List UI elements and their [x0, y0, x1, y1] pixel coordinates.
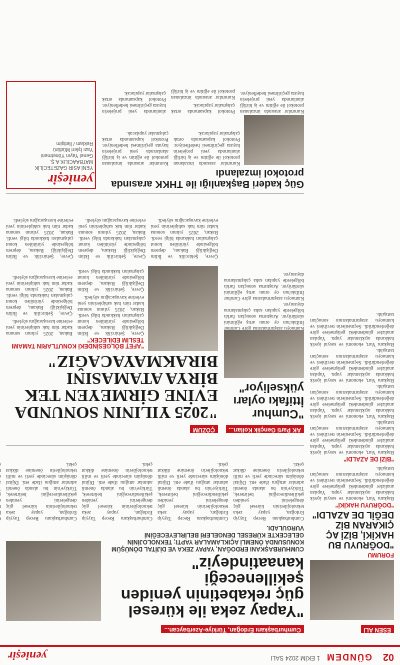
- housing-kicker: ÇÖZÜM: [190, 425, 218, 433]
- divider-2: [6, 193, 304, 194]
- masthead-box-logo: yenieṣir: [47, 171, 93, 186]
- masthead-logo: yenieṣir: [8, 649, 47, 663]
- housing-subhead: "AFET BÖLGESİNDEKİ KONUTLARIN TAMAMI TESLİM EDİLECEK": [11, 336, 144, 348]
- protocol-headline: Güç kaderi Başkanlığı ile THKK arasında protokol imzalandı: [111, 167, 304, 189]
- left-body-3: Başkanı Yurt, ekonomi ve sosyal içerik hakkında açıklamalar yaptı. Yapılan analizler gündemdeki gelişmelere göre değerlendirildi. Seçmenlerin tercihleri ve kamuoyu araştırmalarının sonuçları tartışıldı.: [310, 383, 394, 418]
- poll-headline: "Cumhur İttifakı oyları yükseliyor": [233, 381, 304, 421]
- poll-story: [224, 198, 304, 441]
- forum-label: FORUMU: [367, 551, 394, 557]
- section-title: GÜNDEM: [326, 652, 372, 662]
- left-kicker: ESEN ALİ: [361, 625, 394, 633]
- protocol-photo: [244, 115, 304, 165]
- poll-body: Kamuoyu araştırmalarına göre Cumhur İttifakı'nın oy oranı artış eğilimini sürdürüyor. Araştırma sonuçları farklı bölgelerde yapılan saha çalışmalarına dayanıyor.: [224, 301, 304, 330]
- top-kicker: Cumhurbaşkanı Erdoğan, Türkiye-Azerbaycan...: [161, 625, 304, 633]
- top-body: Cumhurbaşkanı Recep Tayyip Erdoğan, yapay zeka teknolojilerinin küresel güç dengelerini yeniden şekillendireceğini belirterek, Türkiye'nin bu alanda önemli adımlar attığını ifade etti. Dijital dönüşüm sürecinde yerli ve milli teknolojilerin önemine dikkat çekti. Cumhurbaşkanı Recep Tayyip Erdoğan, yapay zeka teknolojilerinin küresel güç dengelerini yeniden şekillendireceğini belirterek, Türkiye'nin bu alanda önemli adımlar attığını ifade etti. Dijital dönüşüm sürecinde yerli ve milli teknolojilerin önemine dikkat çekti. Cumhurbaşkanı Recep Tayyip Erdoğan, yapay zeka teknolojilerinin küresel güç dengelerini yeniden şekillendireceğini belirterek, Türkiye'nin bu alanda önemli adımlar attığını ifade etti. Dijital dönüşüm sürecinde yerli ve milli teknolojilerin önemine dikkat çekti. Cumhurbaşkanı Recep Tayyip Erdoğan, yapay zeka teknolojilerinin küresel güç dengelerini yeniden şekillendireceğini belirterek, Türkiye'nin bu alanda önemli adımlar attığını ifade etti. Dijital dönüşüm sürecinde yerli ve milli teknolojilerin önemine dikkat çekti.: [6, 461, 304, 520]
- housing-headline: "2025 YILININ SONUNDA EVİNE GİRMEYEN TEK BİRYA ATAMASINI BIRAKMAYACAĞIZ": [15, 352, 218, 422]
- main-column: [6, 6, 304, 641]
- middle-row: [6, 198, 304, 441]
- left-body-5: Başkanı Yurt, ekonomi ve sosyal içerik hakkında açıklamalar yaptı. Yapılan analizler gündemdeki gelişmelere göre değerlendirildi. Seçmenlerin tercihleri ve kamuoyu araştırmalarının sonuçları tartışıldı.: [310, 311, 394, 346]
- issue-date: 1 EKİM 2024 SALI: [270, 654, 320, 660]
- masthead-line-5: Reklam / İletişim: [56, 140, 93, 146]
- left-column: [310, 6, 394, 641]
- masthead-line-4: Yazı İşleri Müdürü: [53, 146, 93, 152]
- masthead-box: [6, 81, 96, 189]
- protocol-body-2: Kurumlar arasında imzalanan protokol ile eğitim ve iş birliği alanlarında yeni projelerin hayata geçirilmesi hedefleniyor. Protokol kapsamında ortak çalışmalar yapılacak. Kurumlar arasında imzalanan protokol ile eğitim ve iş birliği alanlarında yeni projelerin hayata geçirilmesi hedefleniyor. Protokol kapsamında ortak çalışmalar yapılacak.: [101, 88, 304, 113]
- top-story: [6, 450, 304, 641]
- page-number: 02: [382, 651, 394, 662]
- top-headline: "Yapay zeka ile küresel güç rekabetinin yeniden şekilleneceği kanaatindeyiz": [120, 554, 304, 619]
- masthead-line-2: MATBAACILIK A.Ş.: [49, 158, 93, 164]
- protocol-story: [102, 81, 304, 189]
- poll-photo: [224, 330, 304, 378]
- left-photo: [310, 560, 394, 620]
- left-subhead-1: "DOĞRUYU HAKİKİ": [335, 501, 394, 507]
- left-headline: "DOĞRUYU BU HAKİKİ, BİZİ AÇ ÇIKARAN BİZ DEĞİL DE AZALDI": [312, 510, 394, 550]
- protocol-body: Kurumlar arasında imzalanan protokol ile eğitim ve iş birliği alanlarında yeni projelerin hayata geçirilmesi hedefleniyor. Protokol kapsamında ortak çalışmalar yapılacak. Kurumlar arasında imzalanan protokol ile eğitim ve iş birliği alanlarında yeni projelerin hayata geçirilmesi hedefleniyor. Protokol kapsamında ortak çalışmalar yapılacak.: [102, 130, 240, 165]
- bottom-row: [6, 81, 304, 189]
- top-lead: CUMHURBAŞKANI ERDOĞAN, YAPAY ZEKA VE DİJİTAL DÖNÜŞÜM KONUSUNDA ÖNEMLİ AÇIKLAMALAR YAPTI; TEKNOLOJİNİN GELECEKTE KÜRESEL DENGELERİ BELİRLEYECEĞİNİ VURGULADI.: [111, 524, 304, 551]
- poll-kicker: AK Parti Gençlik Kolları...: [226, 425, 304, 433]
- housing-body-2: Çevre, Şehircilik ve İklim Değişikliği Bakanı, deprem bölgesinde yürütülen konut çalışmaları hakkında bilgi verdi. Bakan, 2025 yılının sonuna kadar tüm hak sahiplerinin yeni evlerine kavuşacağını söyledi. Çevre, Şehircilik ve İklim Değişikliği Bakanı, deprem bölgesinde yürütülen konut çalışmaları hakkında bilgi verdi. Bakan, 2025 yılının sonuna kadar tüm hak sahiplerinin yeni evlerine kavuşacağını söyledi. Çevre, Şehircilik ve İklim Değişikliği Bakanı, deprem bölgesinde yürütülen konut çalışmaları hakkında bilgi verdi. Bakan, 2025 yılının sonuna kadar tüm hak sahiplerinin yeni evlerine kavuşacağını söyledi.: [6, 217, 218, 258]
- housing-body: Çevre, Şehircilik ve İklim Değişikliği Bakanı, deprem bölgesinde yürütülen konut çalışmaları hakkında bilgi verdi. Bakan, 2025 yılının sonuna kadar tüm hak sahiplerinin yeni evlerine kavuşacağını söyledi. Çevre, Şehircilik ve İklim Değişikliği Bakanı, deprem bölgesinde yürütülen konut çalışmaları hakkında bilgi verdi. Bakan, 2025 yılının sonuna kadar tüm hak sahiplerinin yeni evlerine kavuşacağını söyledi. Çevre, Şehircilik ve İklim Değişikliği Bakanı, deprem bölgesinde yürütülen konut çalışmaları hakkında bilgi verdi. Bakan, 2025 yılının sonuna kadar tüm hak sahiplerinin yeni evlerine kavuşacağını söyledi.: [6, 268, 144, 335]
- housing-photo: [148, 266, 218, 351]
- left-subhead-2: "BİZİ DE AZALDI": [343, 455, 394, 461]
- masthead-line-3: Genel Yayın Yönetmeni: [40, 152, 93, 158]
- top-photo: [6, 541, 101, 621]
- page-header: [0, 645, 400, 665]
- left-body-2: Başkanı Yurt, ekonomi ve sosyal içerik hakkında açıklamalar yaptı. Yapılan analizler gündemdeki gelişmelere göre değerlendirildi. Seçmenlerin tercihleri ve kamuoyu araştırmalarının sonuçları tartışıldı.: [310, 419, 394, 454]
- poll-body-2: Kamuoyu araştırmalarına göre Cumhur İttifakı'nın oy oranı artış eğilimini sürdürüyor. Araştırma sonuçları farklı bölgelerde yapılan saha çalışmalarına dayanıyor.: [224, 271, 304, 300]
- masthead-line-1: YENİ ASIR GAZETECİLİK: [34, 164, 93, 170]
- housing-story: [6, 198, 218, 441]
- divider-1: [6, 445, 304, 446]
- left-body-4: Başkanı Yurt, ekonomi ve sosyal içerik hakkında açıklamalar yaptı. Yapılan analizler gündemdeki gelişmelere göre değerlendirildi. Seçmenlerin tercihleri ve kamuoyu araştırmalarının sonuçları tartışıldı.: [310, 347, 394, 382]
- left-body-1: Başkanı Yurt, ekonomi ve sosyal içerik hakkında açıklamalar yaptı. Yapılan analizler gündemdeki gelişmelere göre değerlendirildi. Seçmenlerin tercihleri ve kamuoyu araştırmalarının sonuçları tartışıldı.: [310, 465, 394, 500]
